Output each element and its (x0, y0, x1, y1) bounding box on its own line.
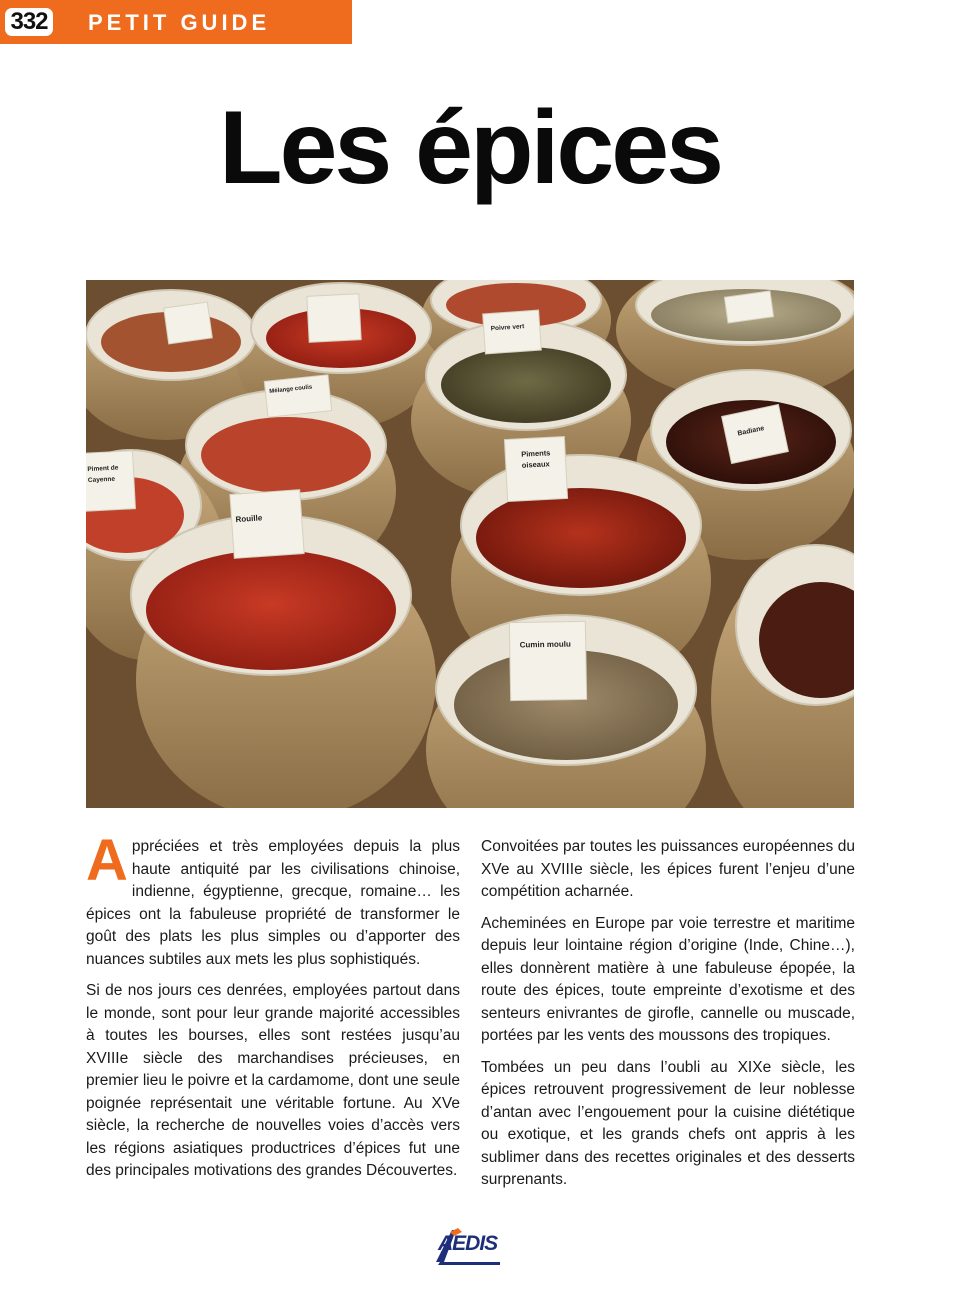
header-band (0, 0, 352, 44)
publisher-name: AEDIS (438, 1232, 498, 1255)
label-cayenne-1: Piment de (87, 464, 119, 474)
series-title: PETIT GUIDE (88, 10, 271, 35)
publisher-logo (434, 1226, 506, 1266)
label-piments-1: Piments (520, 448, 551, 459)
label-poivre-vert: Poivre vert (490, 323, 525, 333)
article-paragraph: Tombées un peu dans l’oubli au XIXe siècle, les épices retrouvent progressivement de leur noblesse d’antan avec l’engouement pour la cuisine diététique ou exotique, et les grands chefs ont appris à les sublimer dans des recettes originales et des desserts surprenants. (481, 1058, 855, 1188)
page-title: Les épices (219, 90, 721, 206)
spice-sacks-illustration (86, 280, 854, 808)
label-piments-2: oiseaux (521, 459, 550, 470)
article-paragraph (86, 828, 460, 971)
label-melange-coulis: Mélange coulis (269, 384, 313, 395)
article-column-left (86, 828, 460, 1192)
hero-photo-spice-sacks (86, 280, 854, 808)
dropcap: A (86, 828, 128, 893)
article-paragraph: Convoitées par toutes les puissances européennes du XVe au XVIIIe siècle, les épices furent l’enjeu d’une compétition acharnée. (481, 838, 855, 900)
label-cayenne-2: Cayenne (87, 475, 116, 485)
page-number: 332 (5, 8, 53, 36)
article-paragraph: Acheminées en Europe par voie terrestre et maritime depuis leur lointaine région d’origine (Inde, Chine…), elles donnèrent matière à une fabuleuse épopée, la route des épices, toute empreinte d’exotisme et des senteurs enivrantes de girofle, cannelle ou muscade, portées par les vents des moussons des tropiques. (481, 914, 855, 1044)
article-column-right (481, 836, 855, 1201)
label-cumin-moulu: Cumin moulu (519, 639, 571, 650)
article-paragraph-text: ppréciées et très employées depuis la plus haute antiquité par les civilisations chinoise, indienne, égyptienne, grecque, romaine… les épices ont la fabuleuse propriété de transformer le goût des plats les plus simples ou d’apporter des nuances subtiles aux mets les plus sophistiqués. (86, 838, 460, 968)
label-rouille: Rouille (235, 513, 263, 525)
article-paragraph: Si de nos jours ces denrées, employées partout dans le monde, sont pour leur grande majorité accessibles à toutes les bourses, elles sont restées jusqu’au XVIIIe siècle des marchandises précieuses, en premier lieu le poivre et la cardamome, dont une seule poignée représentait une véritable fortune. Au XVe siècle, la recherche de nouvelles voies d’accès vers les régions asiatiques productrices d’épices fut une des principales motivations des grandes Découvertes. (86, 982, 460, 1179)
label-badiane: Badiane (736, 425, 766, 438)
